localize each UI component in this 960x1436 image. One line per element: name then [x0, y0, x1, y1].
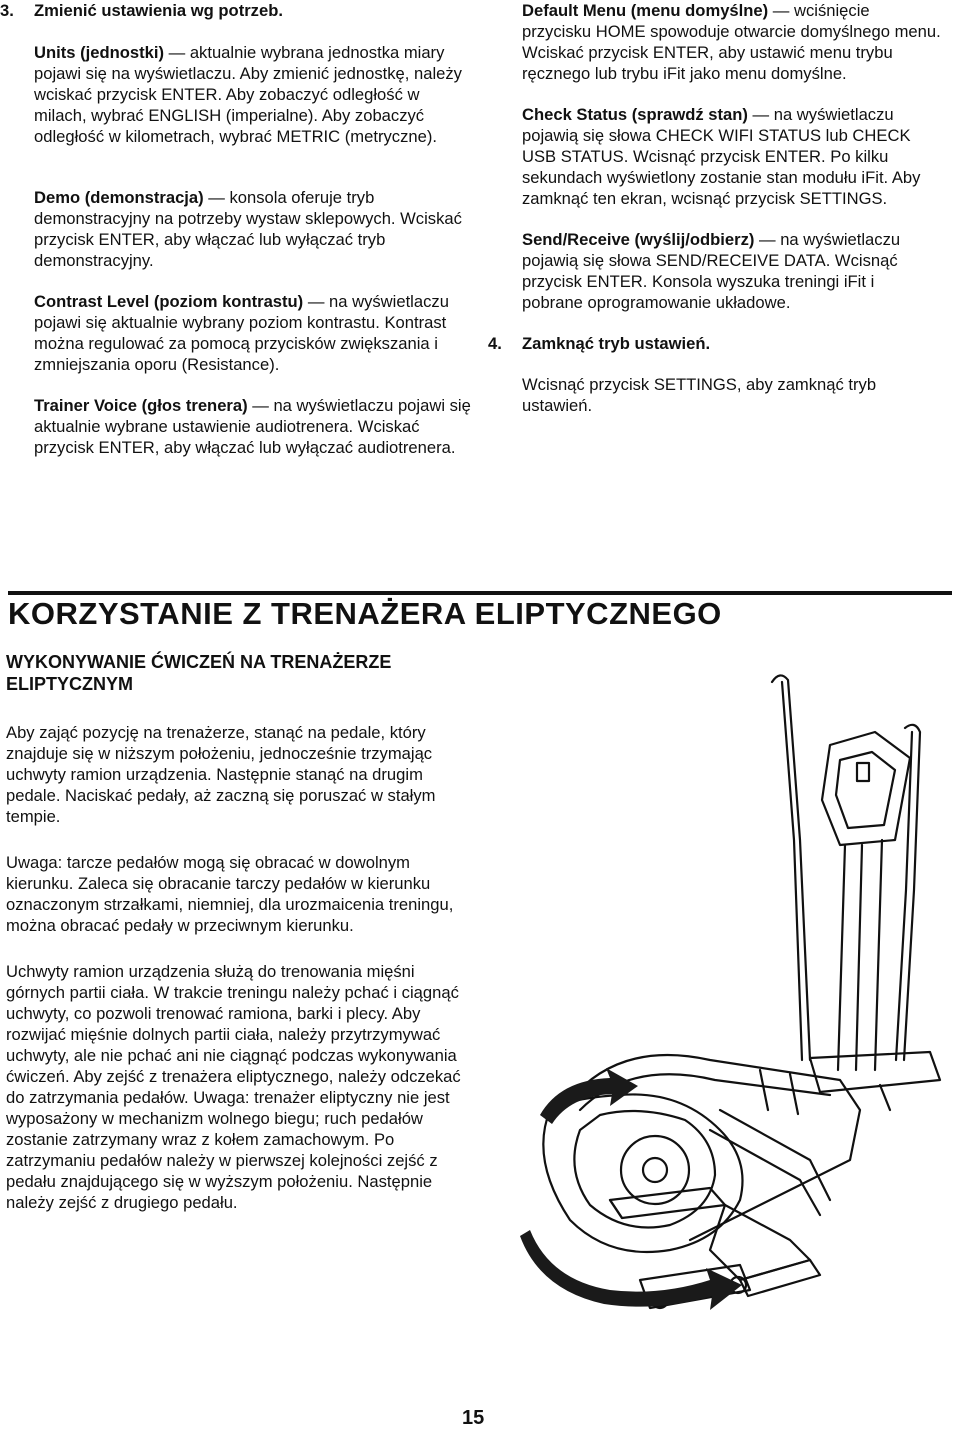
units-text: — aktualnie wybrana jednostka miary pojawi się na wyświetlaczu. Aby zmienić jednostkę, należy wciskać przycisk ENTER. Aby zobaczyć odległość w milach, wybrać ENGLISH (imperialne). Aby zobaczyć odległość w kilometrach, wybrać METRIC (metryczne). — [34, 43, 462, 146]
check-status-lead: Check Status (sprawdź stan) — [522, 105, 748, 124]
instructions-paragraph-2: Uwaga: tarcze pedałów mogą się obracać w dowolnym kierunku. Zaleca się obracanie tarczy pedałów w kierunku oznaczonym strzałkami, niemniej, dla urozmaicenia treningu, można obracać pedały w przeciwnym kierunku. — [6, 853, 454, 935]
rotation-arrow-upper — [540, 1068, 638, 1124]
voice-lead: Trainer Voice (głos trenera) — [34, 396, 248, 415]
default-menu-text: — wciśnięcie przycisku HOME spowoduje otwarcie domyślnego menu. Wciskać przycisk ENTER, aby ustawić menu trybu ręcznego lub trybu iFit jako menu domyślne. — [522, 1, 941, 83]
check-status-paragraph — [522, 104, 942, 209]
voice-text: — na wyświetlaczu pojawi się aktualnie wybrane ustawienie audiotrenera. Wciskać przycisk ENTER, aby włączać lub wyłączać audiotrenera. — [34, 396, 471, 457]
section-title: KORZYSTANIE Z TRENAŻERA ELIPTYCZNEGO — [8, 596, 722, 631]
demo-lead: Demo (demonstracja) — [34, 188, 204, 207]
contrast-text: — na wyświetlaczu pojawi się aktualnie wybrany poziom kontrastu. Kontrast można regulować za pomocą przycisków zwiększania i zmniejszania oporu (Resistance). — [34, 292, 449, 374]
step-4-number: 4. — [488, 334, 502, 353]
default-menu-paragraph — [522, 0, 942, 84]
step-3-title: Zmienić ustawienia wg potrzeb. — [34, 1, 283, 20]
contrast-lead: Contrast Level (poziom kontrastu) — [34, 292, 304, 311]
voice-paragraph — [34, 395, 479, 458]
section-subtitle: WYKONYWANIE ĆWICZEŃ NA TRENAŻERZE ELIPTYCZNYM — [6, 652, 392, 694]
instructions-paragraph-3: Uchwyty ramion urządzenia służą do trenowania mięśni górnych partii ciała. W trakcie treningu należy pchać i ciągnąć uchwyty, co pozwoli trenować ramiona, barki i plecy. Aby rozwijać mięśnie dolnych partii ciała, należy przytrzymywać uchwyty, ale nie pchać ani nie ciągnąć podczas wykonywania ćwiczeń. Aby zejść z trenażera eliptycznego, należy odczekać do zatrzymania pedałów. Uwaga: trenażer eliptyczny nie jest wyposażony w mechanizm wolnego biegu; ruch pedałów zostanie zatrzymany wraz z kołem zamachowym. Po zatrzymaniu pedałów należy w pierwszej kolejności zejść z pedału znajdującego się w wyższym położeniu. Następnie należy zejść z drugiego pedału. — [6, 962, 461, 1212]
step-4-text: Wcisnąć przycisk SETTINGS, aby zamknąć tryb ustawień. — [522, 375, 877, 415]
send-receive-text: — na wyświetlaczu pojawią się słowa SEND/RECEIVE DATA. Wcisnąć przycisk ENTER. Konsola wyszuka treningi iFit i pobrane oprogramowanie układowe. — [522, 230, 901, 312]
send-receive-paragraph — [522, 229, 932, 313]
elliptical-trainer-illustration — [510, 640, 950, 1320]
demo-text: — konsola oferuje tryb demonstracyjny na potrzeby wystaw sklepowych. Wciskać przycisk ENTER, aby włączać lub wyłączać tryb demonstracyjny. — [34, 188, 462, 270]
units-lead: Units (jednostki) — [34, 43, 164, 62]
instructions-paragraph-1: Aby zająć pozycję na trenażerze, stanąć na pedale, który znajduje się w niższym położeniu, jednocześnie trzymając uchwyty ramion urządzenia. Następnie stanąć na drugim pedale. Naciskać pedały, aż zaczną się poruszać w stałym tempie. — [6, 723, 436, 826]
step-4-title: Zamknąć tryb ustawień. — [522, 334, 711, 353]
default-menu-lead: Default Menu (menu domyślne) — [522, 1, 769, 20]
check-status-text: — na wyświetlaczu pojawią się słowa CHECK WIFI STATUS lub CHECK USB STATUS. Wcisnąć przycisk ENTER. Po kilku sekundach wyświetlony zostanie stan modułu iFit. Aby zamknąć ten ekran, wcisnąć przycisk SETTINGS. — [522, 105, 921, 208]
step-4-header — [488, 333, 938, 355]
page-number: 15 — [462, 1407, 485, 1429]
step-3-number: 3. — [0, 1, 14, 20]
contrast-paragraph — [34, 291, 484, 375]
demo-paragraph — [34, 187, 479, 271]
section-rule — [8, 591, 952, 595]
units-paragraph — [34, 42, 474, 147]
send-receive-lead: Send/Receive (wyślij/odbierz) — [522, 230, 755, 249]
